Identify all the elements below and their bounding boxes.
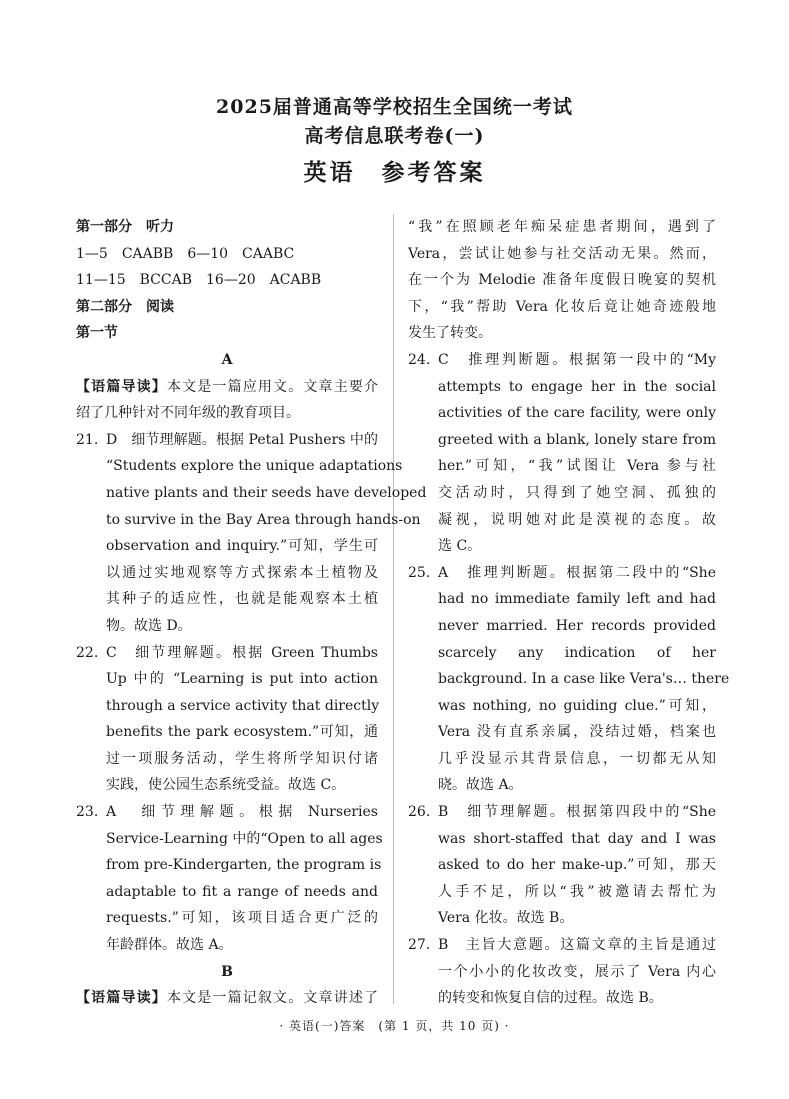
- intro-b-line: “我”在照顾老年痴呆症患者期间，遇到了: [408, 219, 716, 235]
- q27-line: 27. B 主旨大意题。这篇文章的主旨是通过: [408, 932, 716, 959]
- q23-line: adaptable to fit a range of needs and: [106, 883, 378, 900]
- question-number: 27.: [408, 937, 431, 954]
- q25-line: 晓。故选 A。: [438, 777, 523, 794]
- document-header: [0, 92, 789, 190]
- q26-line: 26. B 细节理解题。根据第四段中的“She: [408, 799, 716, 826]
- passage-b-label: B: [221, 963, 233, 980]
- q26-line: was short-staffed that day and I was: [438, 830, 716, 847]
- q25-line: had no immediate family left and had: [438, 591, 716, 608]
- q23-line: from pre-Kindergarten, the program is: [106, 857, 382, 874]
- intro-tag: 【语篇导读】: [76, 378, 167, 395]
- part2-heading: 第二部分 阅读: [76, 298, 174, 315]
- q25-line: Vera 没有直系亲属，没结过婚，档案也: [438, 724, 716, 741]
- q24-line: 凝视，说明她对此是漠视的态度。故: [438, 511, 716, 528]
- exam-title: 2025届普通高等学校招生全国统一考试: [216, 96, 573, 118]
- intro-tag: 【语篇导读】: [76, 990, 167, 1007]
- part1-heading: 第一部分 听力: [76, 219, 174, 235]
- q27-line: 一个小小的化妆改变，展示了 Vera 内心: [438, 963, 716, 980]
- q22-line: benefits the park ecosystem.”可知，通: [106, 724, 378, 741]
- q22-line: through a service activity that directly: [106, 697, 380, 714]
- q24-line: 选 C。: [438, 538, 482, 555]
- q24-line: attempts to engage her in the social: [438, 378, 716, 395]
- intro-b-line: 下，“我”帮助 Vera 化妆后竟让她奇迹般地: [408, 298, 716, 315]
- q22-line: 实践，使公园生态系统受益。故选 C。: [106, 777, 346, 794]
- q23-line: 年龄群体。故选 A。: [106, 937, 233, 954]
- q24-line: her.”可知，“我”试图让 Vera 参与社: [438, 458, 716, 475]
- right-column: [408, 214, 730, 1012]
- q27-line: 的转变和恢复自信的过程。故选 B。: [438, 990, 663, 1007]
- q25-line: scarcely any indication of her: [438, 644, 716, 661]
- question-number: 23.: [76, 804, 99, 821]
- answer-key-title: 英语 参考答案: [303, 159, 486, 186]
- intro-a-line: 【语篇导读】本文是一篇应用文。文章主要介: [76, 378, 379, 395]
- q25-line: background. In a case like Vera's… there: [438, 671, 730, 688]
- q24-line: 24. C 推理判断题。根据第一段中的“My: [408, 347, 716, 374]
- q21-line: to survive in the Bay Area through hands-on: [106, 511, 421, 528]
- q26-line: 人手不足，所以“我”被邀请去帮忙为: [438, 883, 716, 900]
- exam-subtitle: 高考信息联考卷(一): [304, 125, 485, 147]
- listening-answers-1: 1—5 CAABB 6—10 CAABC: [76, 245, 295, 262]
- intro-b-line: 【语篇导读】本文是一篇记叙文。文章讲述了: [76, 990, 379, 1007]
- q23-line: Service-Learning 中的“Open to all ages: [106, 830, 383, 847]
- q21-line: 以通过实地观察等方式探索本土植物及: [106, 564, 378, 581]
- q23-line: 23. A 细节理解题。根据 Nurseries: [76, 799, 378, 826]
- question-number: 21.: [76, 431, 99, 448]
- q21-line: 物。故选 D。: [106, 617, 192, 634]
- q25-line: 25. A 推理判断题。根据第二段中的“She: [408, 560, 716, 587]
- intro-b-line: 发生了转变。: [408, 325, 492, 342]
- passage-a-label: A: [221, 351, 233, 368]
- q25-line: 几乎没显示其背景信息，一切都无从知: [438, 750, 716, 767]
- column-divider: [393, 214, 394, 1004]
- section1-heading: 第一节: [76, 325, 118, 342]
- q21-line: native plants and their seeds have developed: [106, 484, 427, 501]
- q26-line: asked to do her make-up.”可知，那天: [438, 857, 716, 874]
- question-number: 25.: [408, 564, 431, 581]
- q24-line: 交活动时，只得到了她空洞、孤独的: [438, 484, 716, 501]
- page-footer: · 英语(一)答案 (第 1 页，共 10 页) ·: [279, 1019, 510, 1033]
- q25-line: was nothing, no guiding clue.”可知，: [438, 697, 716, 714]
- q22-line: 22. C 细节理解题。根据 Green Thumbs: [76, 640, 378, 667]
- q24-line: activities of the care facility, were only: [438, 405, 716, 422]
- q25-line: never married. Her records provided: [438, 617, 716, 634]
- intro-a-line: 绍了几种针对不同年级的教育项目。: [76, 405, 300, 422]
- q21-line: 21. D 细节理解题。根据 Petal Pushers 中的: [76, 427, 378, 454]
- question-number: 24.: [408, 351, 431, 368]
- question-number: 22.: [76, 644, 99, 661]
- intro-b-line: Vera，尝试让她参与社交活动无果。然而，: [408, 245, 716, 262]
- intro-b-line: 在一个为 Melodie 准备年度假日晚宴的契机: [408, 272, 716, 289]
- listening-answers-2: 11—15 BCCAB 16—20 ACABB: [76, 272, 322, 289]
- q24-line: greeted with a blank, lonely stare from: [438, 431, 716, 448]
- q26-line: Vera 化妆。故选 B。: [438, 910, 574, 927]
- q22-line: Up 中的 “Learning is put into action: [106, 671, 378, 688]
- q23-line: requests.”可知，该项目适合更广泛的: [106, 910, 378, 927]
- q21-line: “Students explore the unique adaptations: [106, 458, 403, 475]
- q21-line: 其种子的适应性，也就是能观察本土植: [106, 591, 378, 608]
- question-number: 26.: [408, 804, 431, 821]
- q21-line: observation and inquiry.”可知，学生可: [106, 538, 378, 555]
- q22-line: 过一项服务活动，学生将所学知识付诸: [106, 750, 378, 767]
